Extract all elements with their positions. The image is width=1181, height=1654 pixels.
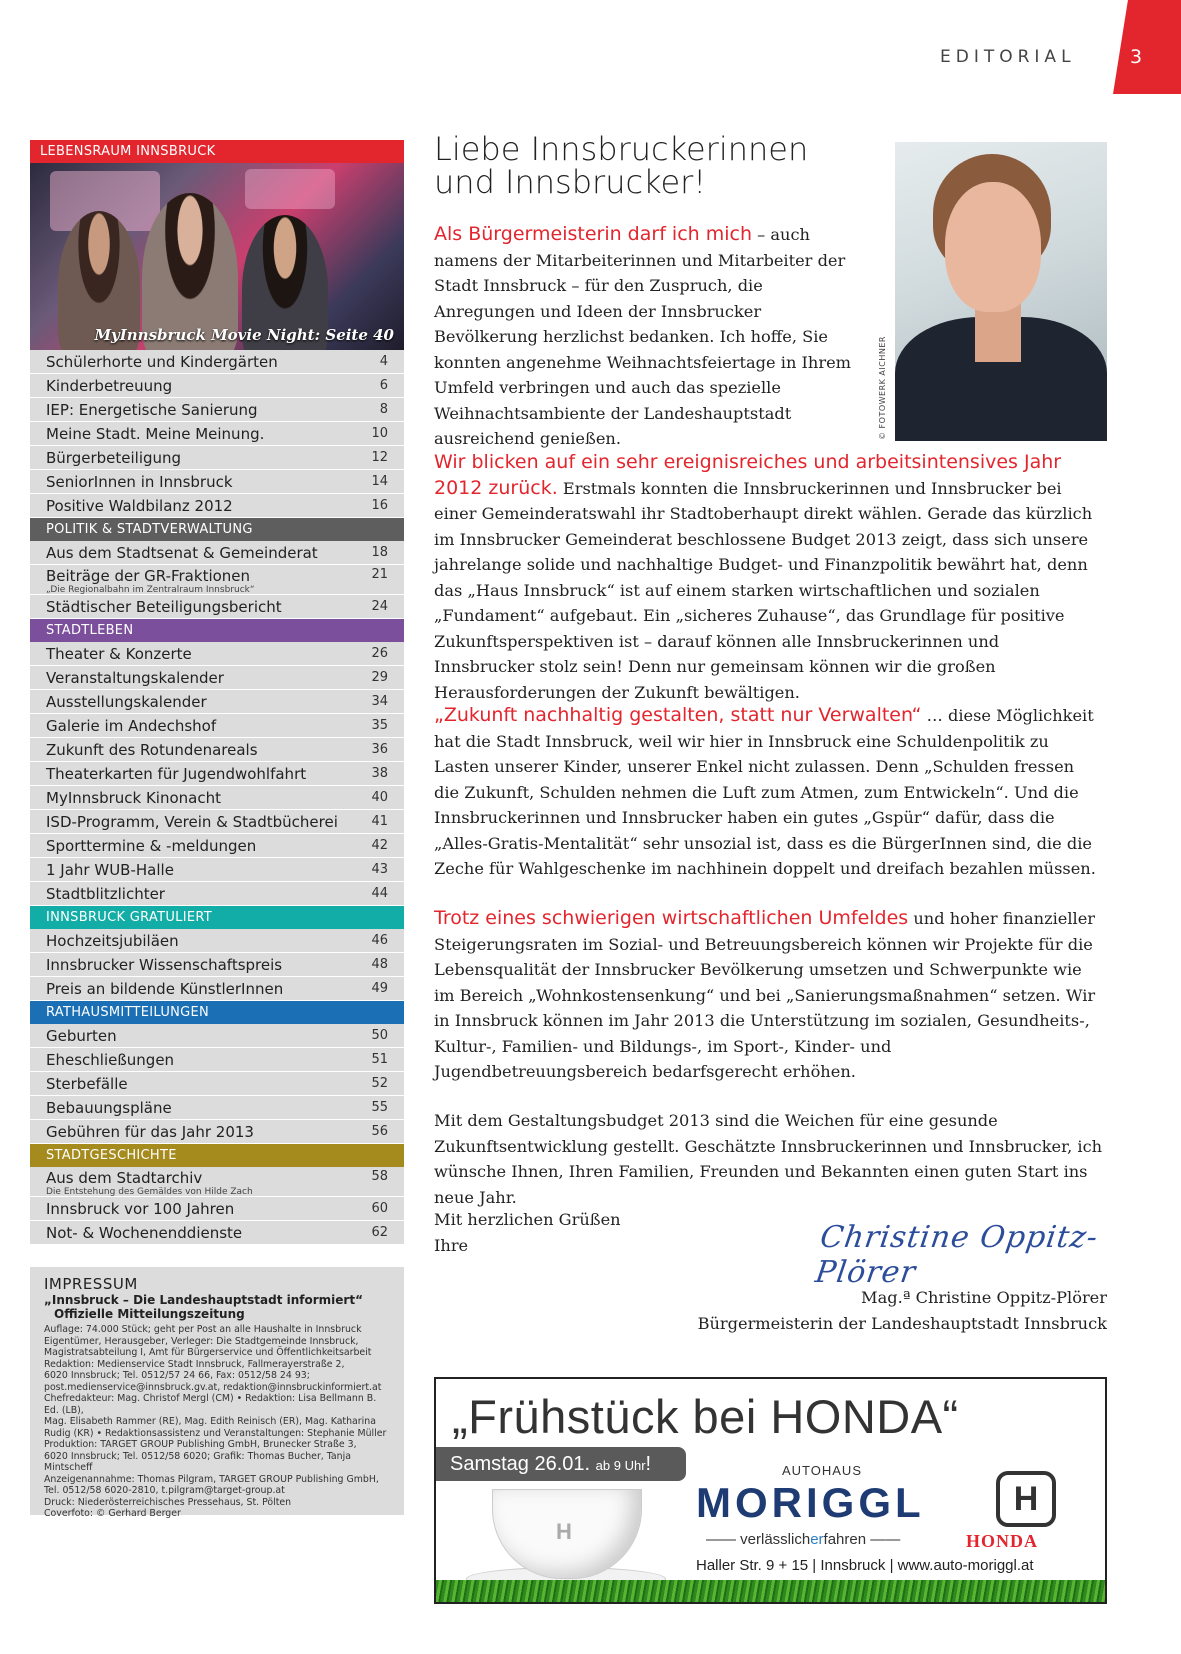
paragraph-2 (434, 450, 1104, 705)
advertisement[interactable] (434, 1377, 1107, 1604)
toc-entry[interactable] (30, 446, 404, 470)
toc-section-header: STADTGESCHICHTE (30, 1144, 404, 1167)
toc-entry[interactable] (30, 398, 404, 422)
page-number: 3 (1130, 46, 1143, 68)
impressum (30, 1267, 404, 1519)
ad-address[interactable]: Haller Str. 9 + 15 | Innsbruck | www.auto-moriggl.at (696, 1557, 1034, 1574)
toc-section-header: RATHAUSMITTEILUNGEN (30, 1001, 404, 1024)
toc-entry-label: Meine Stadt. Meine Meinung. (46, 425, 265, 443)
toc-entry-page: 51 (371, 1052, 388, 1067)
toc-entry-label: Zukunft des Rotundenareals (46, 741, 258, 759)
toc-entry-page: 35 (371, 718, 388, 733)
toc-entry-label: Aus dem Stadtsenat & Gemeinderat (46, 544, 318, 562)
toc-list (30, 350, 404, 1245)
toc-entry-page: 6 (379, 378, 388, 393)
toc-entry[interactable] (30, 1167, 404, 1197)
toc-entry[interactable] (30, 374, 404, 398)
toc-entry[interactable] (30, 666, 404, 690)
toc-entry-label: Beiträge der GR-Fraktionen (46, 567, 251, 585)
toc-entry[interactable] (30, 541, 404, 565)
toc-entry-page: 62 (371, 1225, 388, 1240)
ad-autohaus: AUTOHAUS (782, 1463, 862, 1478)
toc-entry[interactable] (30, 714, 404, 738)
toc-entry[interactable] (30, 1048, 404, 1072)
toc-entry-label: Not- & Wochenenddienste (46, 1224, 243, 1242)
toc-entry[interactable] (30, 1096, 404, 1120)
toc-entry-page: 24 (371, 599, 388, 614)
toc-entry-page: 26 (371, 646, 388, 661)
paragraph-1 (434, 222, 864, 452)
toc-entry[interactable] (30, 786, 404, 810)
toc-entry-page: 50 (371, 1028, 388, 1043)
toc-entry-page: 55 (371, 1100, 388, 1115)
toc-entry-label: Innsbruck vor 100 Jahren (46, 1200, 235, 1218)
toc-entry-label: Schülerhorte und Kindergärten (46, 353, 278, 371)
signatory (698, 1285, 1107, 1336)
toc-entry[interactable] (30, 762, 404, 786)
toc-entry-page: 49 (371, 981, 388, 996)
toc-entry[interactable] (30, 1120, 404, 1144)
toc-entry-page: 10 (371, 426, 388, 441)
toc-entry-page: 60 (371, 1201, 388, 1216)
ad-brand: MORIGGL (696, 1479, 925, 1526)
impressum-text: Auflage: 74.000 Stück; geht per Post an alle Haushalte in Innsbruck Eigentümer, Herausgeber, Verleger: Die Stadtgemeinde Innsbruck, Magistratsabteilung I, Amt für Bürgerservice und Öffentlichkeitsarbeit Redaktion: Medienservice Stadt Innsbruck, Fallmerayerstraße 2, 6020 Innsbruck; Tel. 0512/57 24 66, Fax: 0512/58 24 93; post.medienservice@innsbruck.gv.at, redaktion@innsbruckinformiert.at Chefredakteur: Mag. Christof Mergl (CM) • Redaktion: Lisa Bellmann B. Ed. (LB), Mag. Elisabeth Rammer (RE), Mag. Edith Reinisch (ER), Mag. Katharina Rudig (KR) • Redaktionsassistenz und Veranstaltungen: Stephanie Müller Produktion: TARGET GROUP Publishing GmbH, Brunecker Straße 3, 6020 Innsbruck; Tel. 0512/58 6020; Grafik: Thomas Bucher, Tanja Mintscheff Anzeigenannahme: Thomas Pilgram, TARGET GROUP Publishing GmbH, Tel. 0512/58 6020-2810, t.pilgram@target-group.at Druck: Niederösterreichisches Pressehaus, St. Pölten Coverfoto: © Gerhard Berger (44, 1324, 387, 1519)
toc-entry-label: Hochzeitsjubiläen (46, 932, 179, 950)
photo-caption: MyInnsbruck Movie Night: Seite 40 (94, 326, 394, 344)
toc-entry-page: 40 (371, 790, 388, 805)
toc-entry-page: 34 (371, 694, 388, 709)
toc-entry[interactable] (30, 953, 404, 977)
toc-entry-label: Eheschließungen (46, 1051, 175, 1069)
toc-entry-label: ISD-Programm, Verein & Stadtbücherei (46, 813, 338, 831)
toc-entry-label: Stadtblitzlichter (46, 885, 165, 903)
paragraph-lead: Wir blicken auf ein sehr ereignisreiches und arbeitsintensives Jahr 2012 zurück. (434, 451, 1062, 499)
ad-date: Samstag 26.01. (450, 1453, 591, 1475)
honda-logo-icon: H (996, 1471, 1056, 1527)
toc-entry[interactable] (30, 858, 404, 882)
impressum-title: IMPRESSUM (44, 1275, 138, 1293)
toc-entry-page: 52 (371, 1076, 388, 1091)
toc-entry[interactable] (30, 642, 404, 666)
toc-entry[interactable] (30, 1197, 404, 1221)
article-headline (434, 130, 834, 201)
toc-section-header: POLITIK & STADTVERWALTUNG (30, 518, 404, 541)
greeting-line: Mit herzlichen Grüßen (434, 1210, 621, 1229)
ad-time: ab 9 Uhr (595, 1458, 646, 1473)
toc-entry-subtitle: Die Entstehung des Gemäldes von Hilde Zach (46, 1187, 253, 1197)
headline-line: und Innsbrucker! (434, 163, 707, 201)
grass-decoration (436, 1580, 1105, 1602)
toc-entry-label: Ausstellungskalender (46, 693, 207, 711)
toc-entry-label: Innsbrucker Wissenschaftspreis (46, 956, 283, 974)
toc-entry-page: 12 (371, 450, 388, 465)
paragraph-5: Mit dem Gestaltungsbudget 2013 sind die Weichen für eine gesunde Zukunftsentwicklung gestellt. Geschätzte Innsbruckerinnen und Innsbrucker, ich wünsche Ihnen, Ihren Familien, Freunden und Bekannten einen guten Start ins neue Jahr. (434, 1111, 1103, 1207)
toc-entry[interactable] (30, 422, 404, 446)
toc-entry-page: 43 (371, 862, 388, 877)
toc-entry-label: Sporttermine & -meldungen (46, 837, 257, 855)
portrait-face (945, 182, 1041, 312)
toc-entry-page: 44 (371, 886, 388, 901)
toc-entry-page: 48 (371, 957, 388, 972)
impressum-subtitle: Offizielle Mitteilungszeitung (54, 1307, 245, 1321)
toc-entry-page: 46 (371, 933, 388, 948)
paragraph-lead: Als Bürgermeisterin darf ich mich (434, 223, 753, 245)
toc-entry-page: 56 (371, 1124, 388, 1139)
paragraph-3 (434, 703, 1104, 882)
paragraph-text: … diese Möglichkeit hat die Stadt Innsbruck, weil wir hier in Innsbruck eine Schuldenpolitik zu Lasten unserer Kinder, unserer Enkel nicht zulassen. Denn „Schulden fressen die Zukunft, Schulden nehmen die Luft zum Atmen, zum Entwickeln“. Und die Innsbruckerinnen und Innsbrucker haben ein gutes „Gspür“ dafür, dass die „Alles-Gratis-Mentalität“ sehr unsozial ist, dass es die BürgerInnen sind, die die Zeche für Wahlgeschenke im nachhinein doppelt und dreifach bezahlen müssen. (434, 706, 1096, 878)
paragraph-text: – auch namens der Mitarbeiterinnen und Mitarbeiter der Stadt Innsbruck – für den Zuspruch, die Anregungen und Ideen der Innsbrucker Bevölkerung herzlichst bedanken. Ich hoffe, Sie konnten angenehme Weihnachtsfeiertage in Ihrem Umfeld verbringen und auch das spezielle Weihnachtsambiente der Landeshauptstadt ausreichend genießen. (434, 225, 852, 448)
cover-photo (30, 163, 404, 350)
toc-entry-label: Städtischer Beteiligungsbericht (46, 598, 282, 616)
ad-slogan: —— verlässlicherfahren —— (706, 1531, 901, 1548)
toc-entry-label: IEP: Energetische Sanierung (46, 401, 258, 419)
toc-entry-page: 4 (379, 354, 388, 369)
toc-entry-page: 16 (371, 498, 388, 513)
ad-title: „Frühstück bei HONDA“ (452, 1390, 959, 1443)
toc-entry-label: Gebühren für das Jahr 2013 (46, 1123, 254, 1141)
table-of-contents (30, 140, 404, 1245)
toc-entry-label: Bebauungspläne (46, 1099, 172, 1117)
toc-entry-label: MyInnsbruck Kinonacht (46, 789, 221, 807)
greeting-line: Ihre (434, 1235, 469, 1255)
mayor-portrait (895, 142, 1107, 441)
photo-credit: © FOTOWERK AICHNER (878, 336, 887, 440)
ad-date-banner: Samstag 26.01. ab 9 Uhr! (436, 1447, 686, 1481)
toc-entry-page: 36 (371, 742, 388, 757)
toc-entry-page: 42 (371, 838, 388, 853)
closing-greeting (434, 1207, 734, 1258)
toc-entry-page: 21 (371, 567, 388, 582)
signatory-name: Mag.ª Christine Oppitz-Plörer (861, 1288, 1107, 1307)
toc-entry-label: Galerie im Andechshof (46, 717, 217, 735)
paragraph-text: Erstmals konnten die Innsbruckerinnen und Innsbrucker bei einer Gemeinderatswahl ihr Stadtoberhaupt direkt wählen. Gerade das kürzlich im Innsbrucker Gemeinderat beschlossene Budget 2013 zeigt, dass sich unsere jahrelange solide und nachhaltige Budget- und Finanzpolitik bewährt hat, denn das „Haus Innsbruck“ ist auf einem starken wirtschaftlichen und sozialen „Fundament“ aufgebaut. Ein „sicheres Zuhause“, das Grundlage für positive Zukunftsperspektiven ist – darauf können alle Innsbruckerinnen und Innsbrucker stolz sein! Denn nur gemeinsam können wir die großen Herausforderungen der Zukunft bewältigen. (434, 478, 1093, 702)
toc-entry-page: 18 (371, 545, 388, 560)
toc-entry[interactable] (30, 595, 404, 619)
toc-entry-page: 41 (371, 814, 388, 829)
toc-entry[interactable] (30, 690, 404, 714)
impressum-subtitle: „Innsbruck – Die Landeshauptstadt informiert“ (44, 1293, 363, 1307)
toc-entry[interactable] (30, 882, 404, 906)
signatory-title: Bürgermeisterin der Landeshauptstadt Innsbruck (697, 1313, 1107, 1333)
paragraph-lead: „Zukunft nachhaltig gestalten, statt nur Verwalten“ (434, 704, 922, 726)
toc-entry-page: 58 (371, 1169, 388, 1184)
toc-entry-label: SeniorInnen in Innsbruck (46, 473, 233, 491)
toc-entry-page: 38 (371, 766, 388, 781)
paragraph-4 (434, 906, 1104, 1085)
toc-entry-label: Preis an bildende KünstlerInnen (46, 980, 284, 998)
toc-entry-label: Aus dem Stadtarchiv (46, 1169, 203, 1187)
toc-entry-label: Sterbefälle (46, 1075, 128, 1093)
toc-entry-label: Veranstaltungskalender (46, 669, 224, 687)
toc-entry[interactable] (30, 350, 404, 374)
ad-honda-wordmark: HONDA (966, 1531, 1038, 1551)
honda-h-icon: H (556, 1519, 572, 1544)
toc-entry-subtitle: „Die Regionalbahn im Zentralraum Innsbruck“ (46, 585, 255, 595)
toc-entry[interactable] (30, 1072, 404, 1096)
toc-section-header: STADTLEBEN (30, 619, 404, 642)
toc-entry-label: Kinderbetreuung (46, 377, 173, 395)
photo-light (245, 169, 335, 209)
section-label: EDITORIAL (940, 47, 1076, 67)
toc-entry[interactable] (30, 810, 404, 834)
toc-entry[interactable] (30, 565, 404, 595)
toc-entry[interactable] (30, 1221, 404, 1245)
paragraph-text: und hoher finanzieller Steigerungsraten im Sozial- und Betreuungsbereich können wir Projekte für die Lebensqualität der Innsbrucker Bevölkerung umsetzen und Schwerpunkte wie im Bereich „Wohnkostensenkung“ und bei „Sanierungsmaßnahmen“ setzen. Wir in Innsbruck können im Jahr 2013 die Unterstützung im sozialen, Gesundheits-, Kultur-, Familien- und Bildungs-, im Sport-, Kinder- und Jugendbetreuungsbereich bedarfsgerecht erhöhen. (434, 909, 1096, 1081)
toc-entry[interactable] (30, 834, 404, 858)
toc-entry[interactable] (30, 738, 404, 762)
headline-line: Liebe Innsbruckerinnen (434, 130, 809, 168)
toc-entry-label: Geburten (46, 1027, 117, 1045)
toc-entry[interactable] (30, 977, 404, 1001)
toc-entry-page: 29 (371, 670, 388, 685)
toc-entry-label: Bürgerbeteiligung (46, 449, 182, 467)
paragraph-lead: Trotz eines schwierigen wirtschaftlichen Umfeldes (434, 907, 909, 929)
toc-entry[interactable] (30, 1024, 404, 1048)
toc-entry-label: Positive Waldbilanz 2012 (46, 497, 233, 515)
toc-entry[interactable] (30, 494, 404, 518)
toc-entry[interactable] (30, 470, 404, 494)
page-tab (1113, 0, 1181, 94)
toc-entry-label: 1 Jahr WUB-Halle (46, 861, 174, 879)
toc-entry-page: 8 (379, 402, 388, 417)
toc-entry-label: Theater & Konzerte (46, 645, 192, 663)
toc-entry-label: Theaterkarten für Jugendwohlfahrt (46, 765, 307, 783)
handwritten-signature: Christine Oppitz-Plörer (813, 1220, 1101, 1290)
toc-cover-section: LEBENSRAUM INNSBRUCK (30, 140, 404, 163)
toc-entry[interactable] (30, 929, 404, 953)
toc-section-header: INNSBRUCK GRATULIERT (30, 906, 404, 929)
toc-entry-page: 14 (371, 474, 388, 489)
